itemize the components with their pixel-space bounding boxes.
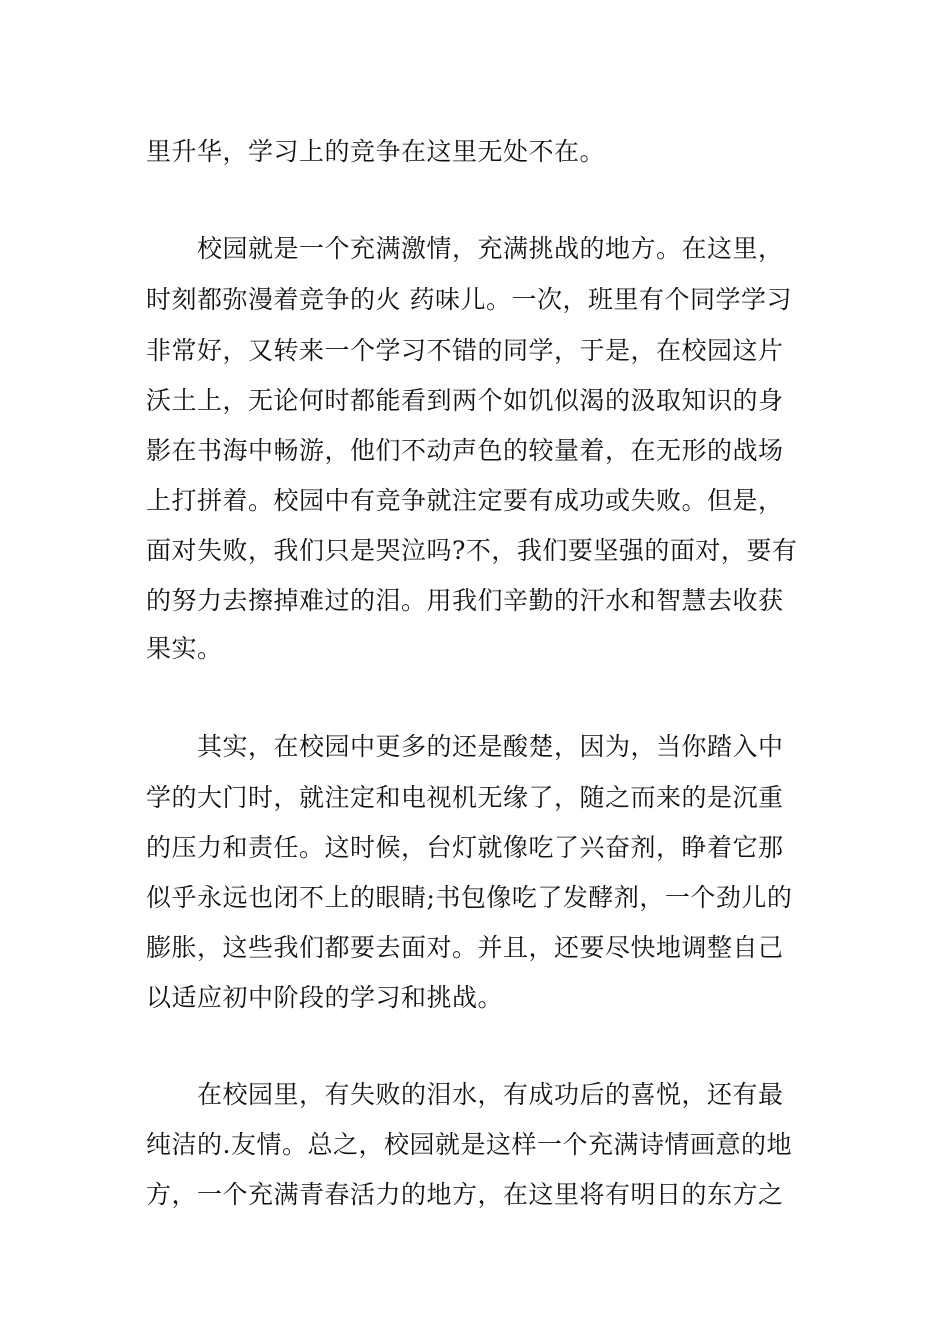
- paragraph-line: 沃土上，无论何时都能看到两个如饥似渴的汲取知识的身: [146, 386, 784, 415]
- paragraph-line: 里升华，学习上的竞争在这里无处不在。: [146, 137, 606, 166]
- paragraph-line: 果实。: [146, 634, 223, 663]
- paragraph-line: 上打拼着。校园中有竞争就注定要有成功或失败。但是，: [146, 486, 784, 515]
- paragraph-line: 面对失败，我们只是哭泣吗?不，我们要坚强的面对，要有: [146, 536, 798, 565]
- paragraph-line: 非常好，又转来一个学习不错的同学，于是，在校园这片: [146, 336, 784, 365]
- paragraph-line: 其实，在校园中更多的还是酸楚，因为，当你踏入中: [197, 732, 784, 761]
- paragraph-line: 在校园里，有失败的泪水，有成功后的喜悦，还有最: [197, 1080, 784, 1109]
- paragraph-line: 学的大门时，就注定和电视机无缘了，随之而来的是沉重: [146, 783, 784, 812]
- paragraph-line: 方，一个充满青春活力的地方，在这里将有明日的东方之: [146, 1180, 784, 1209]
- paragraph-line: 校园就是一个充满激情，充满挑战的地方。在这里，: [197, 234, 784, 263]
- paragraph-line: 似乎永远也闭不上的眼睛;书包像吃了发酵剂，一个劲儿的: [146, 883, 793, 912]
- paragraph-line: 时刻都弥漫着竞争的火 药味儿。一次，班里有个同学学习: [146, 285, 792, 314]
- paragraph-line: 影在书海中畅游，他们不动声色的较量着，在无形的战场: [146, 436, 784, 465]
- paragraph-line: 以适应初中阶段的学习和挑战。: [146, 983, 504, 1012]
- paragraph-line: 的压力和责任。这时候，台灯就像吃了兴奋剂，睁着它那: [146, 833, 784, 862]
- paragraph-line: 的努力去擦掉难过的泪。用我们辛勤的汗水和智慧去收获: [146, 586, 784, 615]
- paragraph-line: 膨胀，这些我们都要去面对。并且，还要尽快地调整自己: [146, 933, 784, 962]
- paragraph-line: 纯洁的.友情。总之，校园就是这样一个充满诗情画意的地: [146, 1130, 792, 1159]
